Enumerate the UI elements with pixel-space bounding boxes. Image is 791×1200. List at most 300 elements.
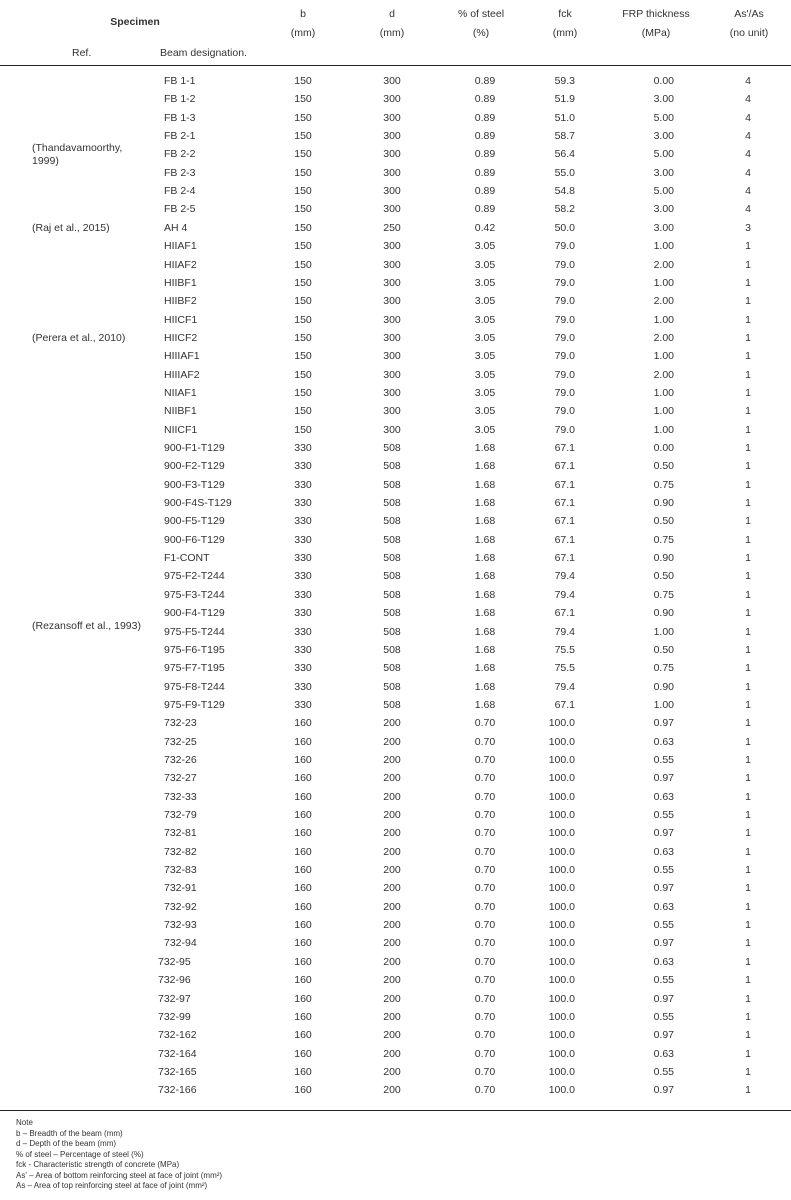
cell-d: 300 <box>383 185 401 198</box>
cell-as-ratio: 1 <box>745 1047 751 1060</box>
cell-d: 200 <box>383 1065 401 1078</box>
cell-beam-designation: 900-F1-T129 <box>164 442 225 454</box>
cell-steel-percent: 3.05 <box>474 368 496 381</box>
cell-b: 150 <box>294 313 312 326</box>
cell-as-ratio: 4 <box>745 93 751 106</box>
cell-as-ratio: 1 <box>745 442 751 454</box>
cell-b: 150 <box>294 276 312 289</box>
cell-frp-thickness: 0.97 <box>653 1084 674 1097</box>
cell-d: 200 <box>383 955 401 968</box>
cell-beam-designation: AH 4 <box>164 221 188 234</box>
cell-frp-thickness: 0.97 <box>653 937 674 950</box>
cell-as-ratio: 1 <box>745 753 751 766</box>
cell-beam-designation: 732-25 <box>164 735 197 748</box>
cell-beam-designation: 975-F5-T244 <box>164 625 225 638</box>
cell-beam-designation: 975-F3-T244 <box>164 588 225 601</box>
header-frp-unit: (MPa) <box>641 27 671 39</box>
cell-fck: 100.0 <box>548 809 575 821</box>
cell-b: 160 <box>294 1084 312 1097</box>
cell-beam-designation: HIICF2 <box>164 331 198 344</box>
cell-b: 160 <box>294 937 312 950</box>
cell-beam-designation: HIIAF2 <box>164 258 197 271</box>
cell-as-ratio: 4 <box>745 203 751 216</box>
cell-b: 150 <box>294 331 312 344</box>
cell-fck: 79.0 <box>554 368 575 381</box>
cell-as-ratio: 1 <box>745 955 751 968</box>
cell-fck: 100.0 <box>548 845 575 858</box>
cell-b: 330 <box>294 625 312 638</box>
cell-d: 200 <box>383 809 401 821</box>
cell-frp-thickness: 1.00 <box>653 698 674 711</box>
cell-fck: 79.0 <box>554 313 575 326</box>
cell-steel-percent: 3.05 <box>474 331 496 344</box>
cell-as-ratio: 1 <box>745 900 751 913</box>
cell-fck: 79.4 <box>554 680 575 693</box>
cell-d: 508 <box>383 588 401 601</box>
cell-b: 150 <box>294 75 312 87</box>
cell-b: 160 <box>294 864 312 877</box>
cell-steel-percent: 0.70 <box>474 992 496 1005</box>
cell-steel-percent: 0.70 <box>474 900 496 913</box>
cell-steel-percent: 3.05 <box>474 258 496 271</box>
cell-frp-thickness: 3.00 <box>653 93 674 106</box>
header-beam-designation: Beam designation. <box>160 47 247 59</box>
cell-b: 330 <box>294 588 312 601</box>
cell-b: 160 <box>294 735 312 748</box>
cell-beam-designation: 732-82 <box>164 845 197 858</box>
cell-beam-designation: HIIBF1 <box>164 276 197 289</box>
cell-beam-designation: 975-F9-T129 <box>164 698 225 711</box>
cell-d: 300 <box>383 313 401 326</box>
cell-steel-percent: 0.89 <box>474 93 496 106</box>
cell-frp-thickness: 0.75 <box>653 588 674 601</box>
cell-beam-designation: 732-23 <box>164 717 197 730</box>
cell-b: 150 <box>294 166 312 179</box>
cell-d: 508 <box>383 442 401 454</box>
header-ratio: As'/As <box>734 8 764 20</box>
cell-d: 300 <box>383 276 401 289</box>
cell-as-ratio: 1 <box>745 258 751 271</box>
cell-steel-percent: 0.70 <box>474 974 496 987</box>
cell-as-ratio: 1 <box>745 772 751 785</box>
cell-as-ratio: 1 <box>745 497 751 510</box>
cell-steel-percent: 0.70 <box>474 864 496 877</box>
cell-steel-percent: 0.70 <box>474 790 496 803</box>
header-rule <box>0 65 791 66</box>
cell-as-ratio: 4 <box>745 185 751 198</box>
cell-beam-designation: 900-F2-T129 <box>164 460 225 473</box>
cell-b: 330 <box>294 680 312 693</box>
cell-fck: 79.4 <box>554 625 575 638</box>
cell-d: 300 <box>383 405 401 418</box>
cell-frp-thickness: 5.00 <box>653 185 674 198</box>
cell-as-ratio: 1 <box>745 625 751 638</box>
cell-b: 160 <box>294 919 312 932</box>
cell-fck: 100.0 <box>548 1029 575 1042</box>
reference-label: (Perera et al., 2010) <box>32 331 126 344</box>
cell-frp-thickness: 2.00 <box>653 258 674 271</box>
cell-beam-designation: 900-F4-T129 <box>164 607 225 620</box>
cell-as-ratio: 1 <box>745 1010 751 1023</box>
cell-frp-thickness: 5.00 <box>653 148 674 161</box>
cell-fck: 79.0 <box>554 386 575 399</box>
cell-b: 330 <box>294 442 312 454</box>
cell-frp-thickness: 1.00 <box>653 423 674 436</box>
cell-d: 200 <box>383 992 401 1005</box>
cell-fck: 79.0 <box>554 331 575 344</box>
cell-d: 200 <box>383 937 401 950</box>
cell-frp-thickness: 0.90 <box>653 552 674 565</box>
cell-beam-designation: 732-162 <box>158 1029 197 1042</box>
cell-as-ratio: 1 <box>745 313 751 326</box>
cell-b: 150 <box>294 93 312 106</box>
cell-fck: 59.3 <box>554 75 575 87</box>
cell-beam-designation: 732-164 <box>158 1047 197 1060</box>
cell-fck: 100.0 <box>548 937 575 950</box>
cell-as-ratio: 1 <box>745 662 751 675</box>
cell-frp-thickness: 0.00 <box>653 442 674 454</box>
cell-beam-designation: HIIBF2 <box>164 295 197 308</box>
cell-b: 160 <box>294 1065 312 1078</box>
cell-fck: 100.0 <box>548 1084 575 1097</box>
note-line: % of steel – Percentage of steel (%) <box>16 1149 144 1159</box>
header-ref: Ref. <box>72 47 92 59</box>
cell-as-ratio: 1 <box>745 423 751 436</box>
cell-b: 160 <box>294 992 312 1005</box>
cell-b: 330 <box>294 497 312 510</box>
cell-as-ratio: 1 <box>745 698 751 711</box>
cell-fck: 51.9 <box>554 93 575 106</box>
cell-beam-designation: 900-F5-T129 <box>164 515 225 528</box>
cell-fck: 100.0 <box>548 864 575 877</box>
cell-fck: 67.1 <box>554 698 575 711</box>
cell-d: 508 <box>383 625 401 638</box>
cell-b: 160 <box>294 882 312 895</box>
cell-steel-percent: 0.70 <box>474 827 496 840</box>
cell-as-ratio: 1 <box>745 717 751 730</box>
cell-frp-thickness: 0.63 <box>653 955 674 968</box>
cell-b: 150 <box>294 258 312 271</box>
cell-as-ratio: 1 <box>745 809 751 821</box>
cell-as-ratio: 1 <box>745 460 751 473</box>
header-specimen: Specimen <box>110 16 160 28</box>
cell-d: 300 <box>383 331 401 344</box>
cell-beam-designation: 732-83 <box>164 864 197 877</box>
header-steel-unit: (%) <box>472 27 490 39</box>
cell-frp-thickness: 0.55 <box>653 919 674 932</box>
cell-steel-percent: 3.05 <box>474 386 496 399</box>
cell-as-ratio: 1 <box>745 827 751 840</box>
cell-b: 150 <box>294 240 312 253</box>
cell-frp-thickness: 0.63 <box>653 1047 674 1060</box>
cell-steel-percent: 1.68 <box>474 515 496 528</box>
cell-frp-thickness: 0.55 <box>653 809 674 821</box>
cell-fck: 67.1 <box>554 515 575 528</box>
cell-d: 200 <box>383 900 401 913</box>
cell-b: 330 <box>294 698 312 711</box>
cell-b: 330 <box>294 552 312 565</box>
cell-fck: 67.1 <box>554 552 575 565</box>
cell-as-ratio: 1 <box>745 386 751 399</box>
cell-steel-percent: 1.68 <box>474 698 496 711</box>
cell-d: 300 <box>383 93 401 106</box>
cell-fck: 100.0 <box>548 882 575 895</box>
cell-as-ratio: 1 <box>745 864 751 877</box>
cell-fck: 67.1 <box>554 533 575 546</box>
cell-fck: 100.0 <box>548 1010 575 1023</box>
cell-fck: 79.0 <box>554 240 575 253</box>
cell-d: 508 <box>383 515 401 528</box>
cell-frp-thickness: 0.50 <box>653 643 674 656</box>
cell-d: 200 <box>383 772 401 785</box>
cell-d: 300 <box>383 203 401 216</box>
cell-as-ratio: 1 <box>745 552 751 565</box>
note-heading: Note <box>16 1118 33 1127</box>
cell-frp-thickness: 1.00 <box>653 313 674 326</box>
cell-frp-thickness: 5.00 <box>653 111 674 124</box>
header-frp: FRP thickness <box>622 8 690 20</box>
cell-b: 150 <box>294 405 312 418</box>
cell-steel-percent: 0.70 <box>474 1010 496 1023</box>
header-steel: % of steel <box>457 8 505 20</box>
cell-d: 200 <box>383 790 401 803</box>
cell-b: 150 <box>294 203 312 216</box>
cell-b: 150 <box>294 423 312 436</box>
note-line: d – Depth of the beam (mm) <box>16 1139 117 1148</box>
cell-b: 150 <box>294 111 312 124</box>
cell-d: 200 <box>383 827 401 840</box>
cell-as-ratio: 1 <box>745 478 751 491</box>
cell-beam-designation: FB 2-4 <box>164 185 196 198</box>
header-fck-unit: (mm) <box>552 27 578 39</box>
cell-fck: 55.0 <box>554 166 575 179</box>
cell-frp-thickness: 1.00 <box>653 405 674 418</box>
cell-as-ratio: 1 <box>745 1065 751 1078</box>
cell-b: 330 <box>294 533 312 546</box>
cell-steel-percent: 0.70 <box>474 955 496 968</box>
cell-as-ratio: 1 <box>745 533 751 546</box>
cell-beam-designation: FB 1-3 <box>164 111 196 124</box>
cell-frp-thickness: 0.90 <box>653 680 674 693</box>
note-line: b – Breadth of the beam (mm) <box>16 1128 123 1138</box>
cell-fck: 79.0 <box>554 258 575 271</box>
cell-as-ratio: 1 <box>745 368 751 381</box>
cell-steel-percent: 1.68 <box>474 643 496 656</box>
cell-fck: 79.0 <box>554 405 575 418</box>
cell-as-ratio: 1 <box>745 607 751 620</box>
cell-d: 200 <box>383 717 401 730</box>
cell-beam-designation: 732-33 <box>164 790 197 803</box>
cell-as-ratio: 1 <box>745 992 751 1005</box>
cell-steel-percent: 0.70 <box>474 809 496 821</box>
cell-steel-percent: 1.68 <box>474 460 496 473</box>
cell-d: 200 <box>383 864 401 877</box>
cell-frp-thickness: 0.50 <box>653 515 674 528</box>
cell-beam-designation: 732-99 <box>158 1010 191 1023</box>
cell-frp-thickness: 0.75 <box>653 478 674 491</box>
cell-as-ratio: 1 <box>745 882 751 895</box>
cell-b: 160 <box>294 1029 312 1042</box>
cell-beam-designation: 732-94 <box>164 937 197 950</box>
cell-b: 330 <box>294 515 312 528</box>
cell-as-ratio: 4 <box>745 148 751 161</box>
cell-fck: 58.2 <box>554 203 575 216</box>
cell-beam-designation: 975-F6-T195 <box>164 643 225 656</box>
cell-steel-percent: 0.70 <box>474 845 496 858</box>
cell-fck: 67.1 <box>554 442 575 454</box>
cell-d: 300 <box>383 166 401 179</box>
cell-d: 300 <box>383 75 401 87</box>
cell-d: 508 <box>383 478 401 491</box>
cell-b: 150 <box>294 185 312 198</box>
cell-steel-percent: 1.68 <box>474 607 496 620</box>
cell-as-ratio: 1 <box>745 295 751 308</box>
cell-d: 300 <box>383 130 401 143</box>
cell-steel-percent: 3.05 <box>474 313 496 326</box>
cell-d: 508 <box>383 698 401 711</box>
cell-frp-thickness: 0.90 <box>653 497 674 510</box>
cell-steel-percent: 0.42 <box>474 221 496 234</box>
cell-fck: 79.4 <box>554 570 575 583</box>
bottom-rule <box>0 1110 791 1111</box>
cell-d: 300 <box>383 295 401 308</box>
cell-beam-designation: NIICF1 <box>164 423 198 436</box>
cell-steel-percent: 3.05 <box>474 423 496 436</box>
cell-as-ratio: 1 <box>745 974 751 987</box>
cell-frp-thickness: 0.63 <box>653 790 674 803</box>
cell-frp-thickness: 3.00 <box>653 221 674 234</box>
cell-b: 160 <box>294 1047 312 1060</box>
cell-steel-percent: 0.89 <box>474 185 496 198</box>
cell-steel-percent: 0.70 <box>474 1065 496 1078</box>
cell-beam-designation: 732-92 <box>164 900 197 913</box>
cell-steel-percent: 0.70 <box>474 717 496 730</box>
cell-frp-thickness: 3.00 <box>653 130 674 143</box>
cell-as-ratio: 4 <box>745 166 751 179</box>
cell-frp-thickness: 0.00 <box>653 75 674 87</box>
cell-frp-thickness: 2.00 <box>653 368 674 381</box>
cell-b: 330 <box>294 460 312 473</box>
cell-d: 508 <box>383 607 401 620</box>
cell-steel-percent: 0.70 <box>474 1047 496 1060</box>
header-d: d <box>389 8 395 20</box>
cell-as-ratio: 1 <box>745 919 751 932</box>
cell-d: 508 <box>383 497 401 510</box>
cell-b: 160 <box>294 845 312 858</box>
cell-d: 300 <box>383 423 401 436</box>
cell-beam-designation: 900-F3-T129 <box>164 478 225 491</box>
cell-frp-thickness: 0.55 <box>653 864 674 877</box>
cell-fck: 100.0 <box>548 992 575 1005</box>
cell-frp-thickness: 0.63 <box>653 900 674 913</box>
cell-steel-percent: 1.68 <box>474 625 496 638</box>
cell-as-ratio: 1 <box>745 937 751 950</box>
cell-b: 330 <box>294 643 312 656</box>
cell-steel-percent: 3.05 <box>474 350 496 363</box>
cell-as-ratio: 4 <box>745 111 751 124</box>
header-ratio-unit: (no unit) <box>729 27 769 39</box>
cell-steel-percent: 1.68 <box>474 478 496 491</box>
header-d-unit: (mm) <box>379 27 405 39</box>
cell-beam-designation: F1-CONT <box>164 552 210 565</box>
cell-as-ratio: 1 <box>745 570 751 583</box>
cell-fck: 100.0 <box>548 1065 575 1078</box>
cell-frp-thickness: 0.97 <box>653 827 674 840</box>
cell-as-ratio: 1 <box>745 680 751 693</box>
cell-b: 160 <box>294 1010 312 1023</box>
cell-beam-designation: HIICF1 <box>164 313 198 326</box>
cell-fck: 100.0 <box>548 827 575 840</box>
cell-fck: 100.0 <box>548 772 575 785</box>
cell-frp-thickness: 0.97 <box>653 882 674 895</box>
cell-d: 200 <box>383 974 401 987</box>
cell-frp-thickness: 0.97 <box>653 1029 674 1042</box>
cell-d: 508 <box>383 662 401 675</box>
cell-b: 160 <box>294 717 312 730</box>
cell-fck: 100.0 <box>548 974 575 987</box>
cell-steel-percent: 0.70 <box>474 919 496 932</box>
cell-d: 508 <box>383 680 401 693</box>
cell-steel-percent: 1.68 <box>474 497 496 510</box>
cell-beam-designation: 975-F7-T195 <box>164 662 225 675</box>
cell-frp-thickness: 1.00 <box>653 240 674 253</box>
cell-fck: 79.0 <box>554 276 575 289</box>
cell-fck: 79.0 <box>554 350 575 363</box>
cell-as-ratio: 1 <box>745 350 751 363</box>
cell-d: 508 <box>383 533 401 546</box>
cell-frp-thickness: 0.63 <box>653 735 674 748</box>
cell-d: 200 <box>383 1029 401 1042</box>
cell-beam-designation: NIIBF1 <box>164 405 197 418</box>
cell-steel-percent: 3.05 <box>474 276 496 289</box>
cell-frp-thickness: 0.90 <box>653 607 674 620</box>
cell-beam-designation: 732-95 <box>158 955 191 968</box>
cell-b: 150 <box>294 295 312 308</box>
cell-steel-percent: 1.68 <box>474 570 496 583</box>
cell-frp-thickness: 2.00 <box>653 331 674 344</box>
cell-steel-percent: 0.89 <box>474 166 496 179</box>
cell-frp-thickness: 1.00 <box>653 386 674 399</box>
cell-steel-percent: 0.70 <box>474 753 496 766</box>
cell-frp-thickness: 0.97 <box>653 717 674 730</box>
cell-steel-percent: 0.70 <box>474 772 496 785</box>
cell-d: 200 <box>383 845 401 858</box>
cell-d: 300 <box>383 148 401 161</box>
cell-beam-designation: 975-F8-T244 <box>164 680 225 693</box>
cell-as-ratio: 1 <box>745 515 751 528</box>
cell-d: 250 <box>383 221 401 234</box>
cell-steel-percent: 1.68 <box>474 662 496 675</box>
cell-as-ratio: 1 <box>745 1029 751 1042</box>
cell-steel-percent: 0.89 <box>474 203 496 216</box>
cell-frp-thickness: 1.00 <box>653 625 674 638</box>
cell-d: 200 <box>383 1084 401 1097</box>
cell-beam-designation: 732-97 <box>158 992 191 1005</box>
cell-beam-designation: FB 2-1 <box>164 130 196 143</box>
cell-as-ratio: 1 <box>745 588 751 601</box>
cell-beam-designation: 732-81 <box>164 827 197 840</box>
cell-d: 508 <box>383 552 401 565</box>
cell-beam-designation: FB 1-2 <box>164 93 196 106</box>
header-b: b <box>300 8 306 20</box>
cell-frp-thickness: 0.63 <box>653 845 674 858</box>
cell-as-ratio: 1 <box>745 276 751 289</box>
cell-d: 508 <box>383 570 401 583</box>
cell-d: 300 <box>383 111 401 124</box>
cell-b: 150 <box>294 148 312 161</box>
cell-d: 300 <box>383 368 401 381</box>
cell-d: 200 <box>383 1010 401 1023</box>
